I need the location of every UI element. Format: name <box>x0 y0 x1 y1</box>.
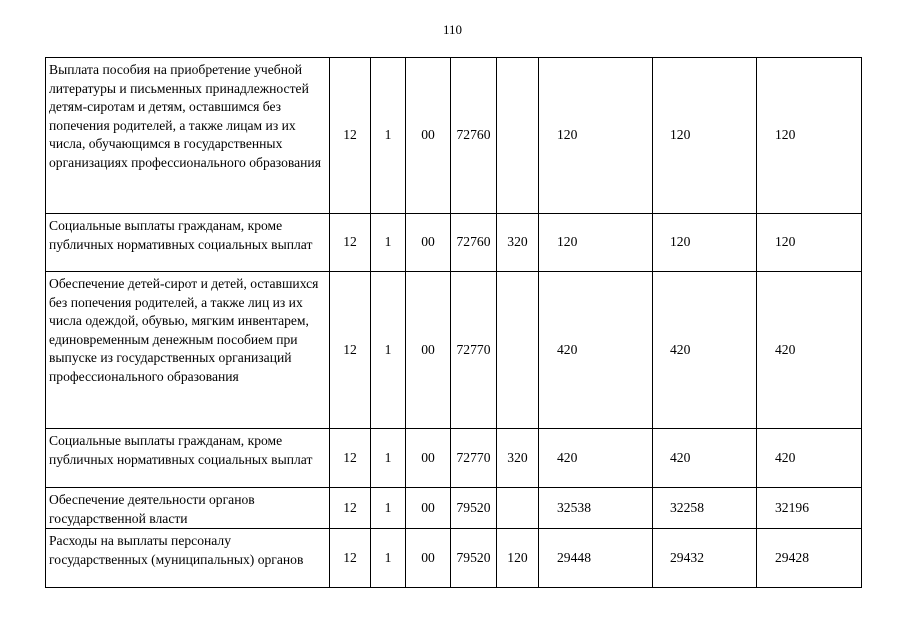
amount-year-2: 420 <box>653 429 757 488</box>
program-code: 00 <box>406 529 451 588</box>
target-code: 72760 <box>451 58 497 214</box>
row-description: Обеспечение детей-сирот и детей, оставшихся без попечения родителей, а также лиц из их числа одеждой, обувью, мягким инвентарем, единовременным денежным пособием при выпуске из государственных организаций профессионального образования <box>46 272 330 429</box>
amount-year-3: 120 <box>757 58 862 214</box>
amount-year-1: 420 <box>539 429 653 488</box>
amount-year-2: 120 <box>653 58 757 214</box>
amount-year-2: 32258 <box>653 488 757 529</box>
program-code: 00 <box>406 429 451 488</box>
amount-year-1: 32538 <box>539 488 653 529</box>
program-code: 00 <box>406 214 451 272</box>
row-description: Социальные выплаты гражданам, кроме публичных нормативных социальных выплат <box>46 214 330 272</box>
table-row <box>46 58 862 214</box>
program-code: 00 <box>406 272 451 429</box>
subsection-code: 1 <box>371 272 406 429</box>
amount-year-1: 29448 <box>539 529 653 588</box>
amount-year-3: 29428 <box>757 529 862 588</box>
row-description: Социальные выплаты гражданам, кроме публичных нормативных социальных выплат <box>46 429 330 488</box>
row-description: Выплата пособия на приобретение учебной литературы и письменных принадлежностей детям-сиротам и детям, оставшимся без попечения родителей, а также лицам из их числа, обучающимся в государственных организациях профессионального образования <box>46 58 330 214</box>
subsection-code: 1 <box>371 529 406 588</box>
amount-year-2: 420 <box>653 272 757 429</box>
program-code: 00 <box>406 58 451 214</box>
expense-type-code <box>497 272 539 429</box>
amount-year-3: 120 <box>757 214 862 272</box>
amount-year-3: 32196 <box>757 488 862 529</box>
table-row <box>46 529 862 588</box>
amount-year-1: 120 <box>539 214 653 272</box>
section-code: 12 <box>330 488 371 529</box>
section-code: 12 <box>330 58 371 214</box>
amount-year-1: 420 <box>539 272 653 429</box>
table-row <box>46 272 862 429</box>
target-code: 79520 <box>451 529 497 588</box>
subsection-code: 1 <box>371 488 406 529</box>
amount-year-3: 420 <box>757 272 862 429</box>
target-code: 72770 <box>451 429 497 488</box>
section-code: 12 <box>330 429 371 488</box>
section-code: 12 <box>330 214 371 272</box>
target-code: 72760 <box>451 214 497 272</box>
row-description: Расходы на выплаты персоналу государственных (муниципальных) органов <box>46 529 330 588</box>
expense-type-code: 120 <box>497 529 539 588</box>
amount-year-3: 420 <box>757 429 862 488</box>
page-number: 110 <box>442 22 463 37</box>
section-code: 12 <box>330 272 371 429</box>
target-code: 72770 <box>451 272 497 429</box>
amount-year-2: 120 <box>653 214 757 272</box>
subsection-code: 1 <box>371 214 406 272</box>
program-code: 00 <box>406 488 451 529</box>
amount-year-2: 29432 <box>653 529 757 588</box>
row-description: Обеспечение деятельности органов государственной власти <box>46 488 330 529</box>
table-row <box>46 488 862 529</box>
expense-type-code <box>497 58 539 214</box>
expense-type-code: 320 <box>497 429 539 488</box>
target-code: 79520 <box>451 488 497 529</box>
amount-year-1: 120 <box>539 58 653 214</box>
table-row <box>46 429 862 488</box>
subsection-code: 1 <box>371 58 406 214</box>
table-row <box>46 214 862 272</box>
expense-type-code <box>497 488 539 529</box>
subsection-code: 1 <box>371 429 406 488</box>
budget-table <box>45 57 862 588</box>
section-code: 12 <box>330 529 371 588</box>
expense-type-code: 320 <box>497 214 539 272</box>
